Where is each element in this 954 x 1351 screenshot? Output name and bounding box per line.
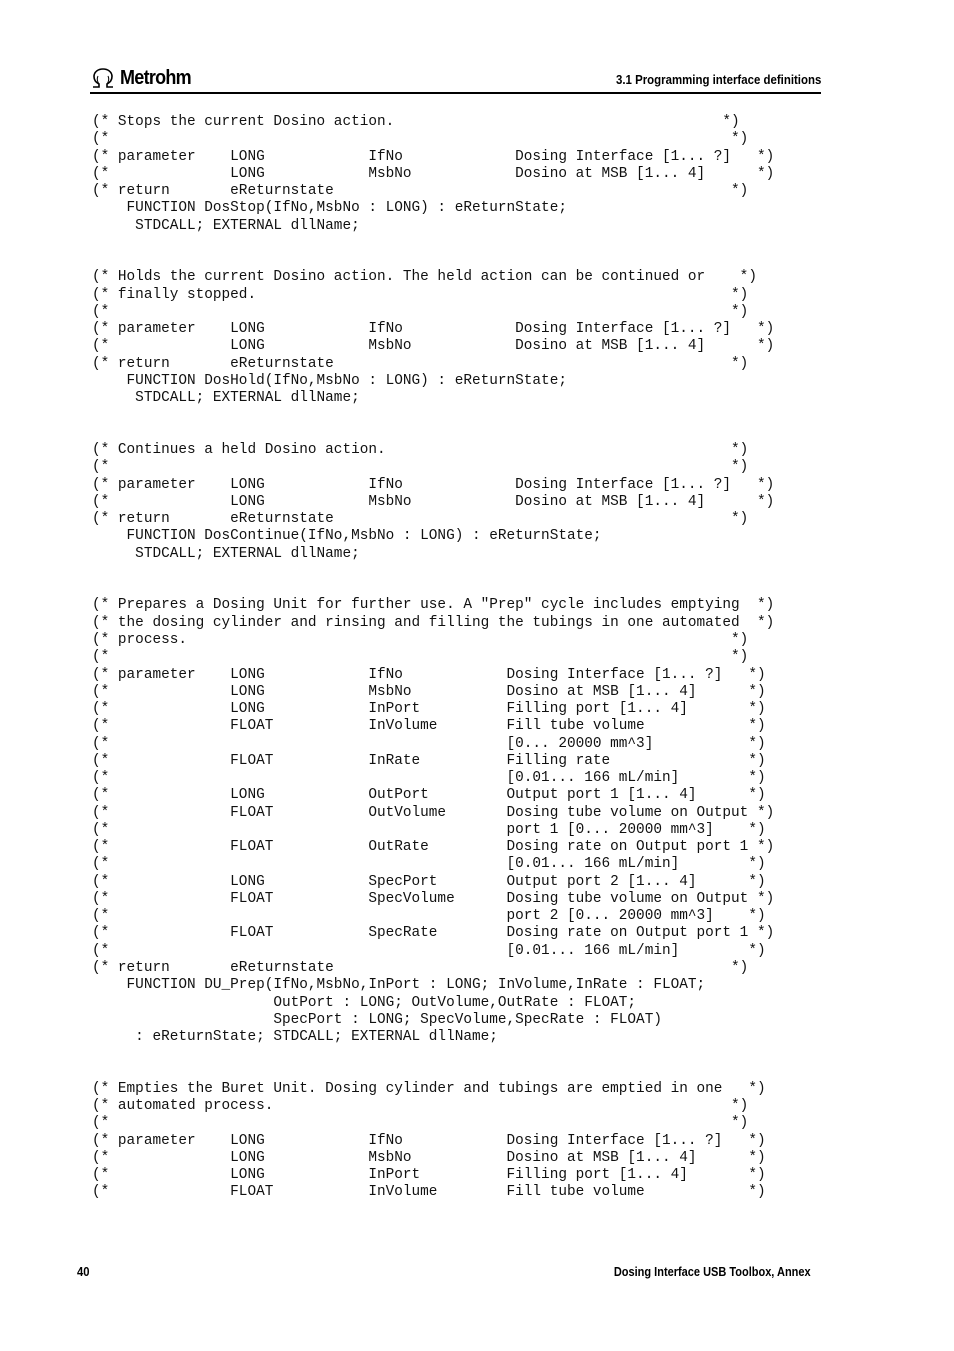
omega-icon: [90, 67, 116, 89]
metrohm-logo: [90, 66, 199, 90]
page-header: [90, 64, 821, 94]
code-listing: (* Stops the current Dosino action. *) (* *) (* parameter LONG IfNo Dosing Interface [1... ?] *) (* LONG MsbNo Dosino at MSB [1... 4] *) (* return eReturnstate *) FUNCTION DosStop(IfNo,MsbNo : LONG) : eReturnState; STDCALL; EXTERNAL dllName; (* Holds the current Dosino action. The held action can be continued or *) (* finally stopped. *) (* *) (* parameter LONG IfNo Dosing Interface [1... ?] *) (* LONG MsbNo Dosino at MSB [1... 4] *) (* return eReturnstate *) FUNCTION DosHold(IfNo,MsbNo : LONG) : eReturnState; STDCALL; EXTERNAL dllName; (* Continues a held Dosino action. *) (* *) (* parameter LONG IfNo Dosing Interface [1... ?] *) (* LONG MsbNo Dosino at MSB [1... 4] *) (* return eReturnstate *) FUNCTION DosContinue(IfNo,MsbNo : LONG) : eReturnState; STDCALL; EXTERNAL dllName; (* Prepares a Dosing Unit for further use. A "Prep" cycle includes emptying *) (* the dosing cylinder and rinsing and filling the tubings in one automated *) (* process. *) (* *) (* parameter LONG IfNo Dosing Interface [1... ?] *) (* LONG MsbNo Dosino at MSB [1... 4] *) (* LONG InPort Filling port [1... 4] *) (* FLOAT InVolume Fill tube volume *) (* [0... 20000 mm^3] *) (* FLOAT InRate Filling rate *) (* [0.01... 166 mL/min] *) (* LONG OutPort Output port 1 [1... 4] *) (* FLOAT OutVolume Dosing tube volume on Output *) (* port 1 [0... 20000 mm^3] *) (* FLOAT OutRate Dosing rate on Output port 1 *) (* [0.01... 166 mL/min] *) (* LONG SpecPort Output port 2 [1... 4] *) (* FLOAT SpecVolume Dosing tube volume on Output *) (* port 2 [0... 20000 mm^3] *) (* FLOAT SpecRate Dosing rate on Output port 1 *) (* [0.01... 166 mL/min] *) (* return eReturnstate *) FUNCTION DU_Prep(IfNo,MsbNo,InPort : LONG; InVolume,InRate : FLOAT; OutPort : LONG; OutVolume,OutRate : FLOAT; SpecPort : LONG; SpecVolume,SpecRate : FLOAT) : eReturnState; STDCALL; EXTERNAL dllName; (* Empties the Buret Unit. Dosing cylinder and tubings are emptied in one *) (* automated process. *) (* *) (* parameter LONG IfNo Dosing Interface [1... ?] *) (* LONG MsbNo Dosino at MSB [1... 4] *) (* LONG InPort Filling port [1... 4] *) (* FLOAT InVolume Fill tube volume *): [92, 114, 775, 1201]
page-number: 40: [77, 1265, 90, 1279]
logo-text: Metrohm: [120, 66, 191, 89]
document-title: Dosing Interface USB Toolbox, Annex: [614, 1265, 811, 1279]
section-title: 3.1 Programming interface definitions: [615, 72, 821, 87]
